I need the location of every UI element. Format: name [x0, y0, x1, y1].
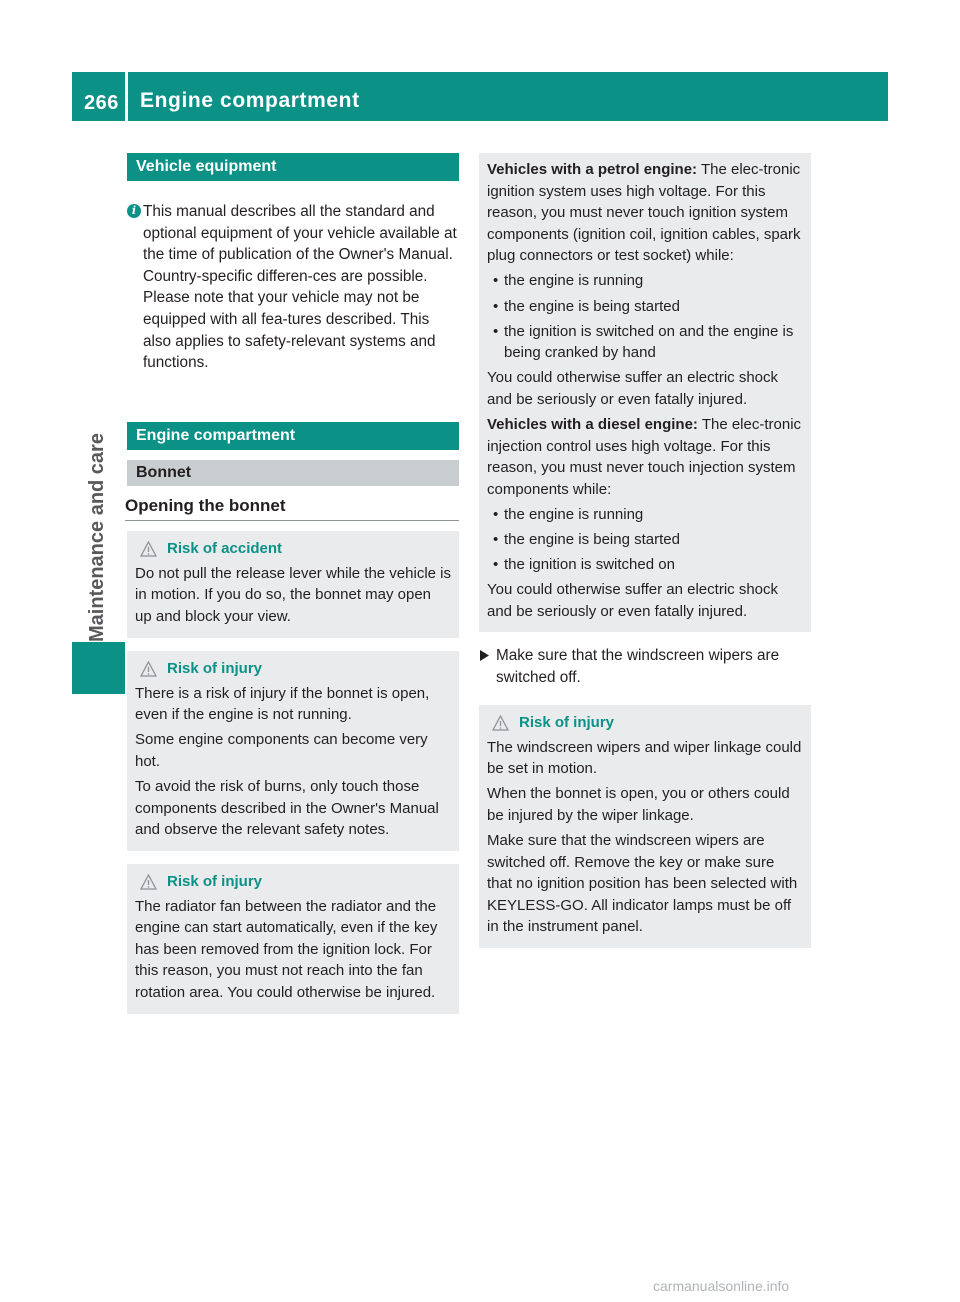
info-icon: i [127, 204, 141, 218]
chapter-label: Maintenance and care [86, 433, 108, 642]
info-text: This manual describes all the standard and optional equipment of your vehicle available at the time of publication of the Owner's Manual. Country-specific differen-ces are possible. Please note that your vehicle may not be equipped with all fea-tures described. This also applies to safety-relevant systems and functions. [143, 203, 457, 372]
warning-box [479, 705, 811, 948]
subsection-bonnet: Bonnet [127, 460, 459, 486]
warning-title: Risk of injury [135, 659, 451, 679]
warning-text: The windscreen wipers and wiper linkage could be set in motion. [487, 738, 802, 778]
warning-triangle-icon [492, 715, 509, 731]
heading-opening-bonnet: Opening the bonnet [125, 496, 459, 521]
warning-box [127, 651, 459, 851]
list-item: • the engine is running [487, 504, 803, 526]
section-engine-compartment: Engine compartment [127, 422, 459, 450]
warning-text: To avoid the risk of burns, only touch those components described in the Owner's Manual and observe the relevant safety notes. [135, 777, 439, 839]
warning-text: Some engine components can become very hot. [135, 731, 428, 770]
warning-box [127, 531, 459, 638]
warning-triangle-icon [140, 661, 157, 677]
warning-text: Make sure that the windscreen wipers are switched off. Remove the key or make sure that no ignition position has been selected with KEYLESS-GO. All indicator lamps must be off in the instrument panel. [487, 831, 798, 936]
warning-text: The radiator fan between the radiator and the engine can start automatically, even if the key has been removed from the ignition lock. For this reason, you must not reach into the fan rotation area. You could otherwise be injured. [135, 897, 438, 1002]
warning-box-continued [479, 153, 811, 632]
diesel-consequence: You could otherwise suffer an electric shock and be seriously or even fatally injured. [487, 581, 778, 620]
warning-title: Risk of injury [487, 713, 803, 733]
step-arrow-icon [480, 650, 489, 661]
warning-text: When the bonnet is open, you or others could be injured by the wiper linkage. [487, 785, 790, 824]
warning-title: Risk of accident [135, 539, 451, 559]
list-item: • the engine is being started [487, 529, 803, 551]
warning-text: There is a risk of injury if the bonnet is open, even if the engine is not running. [135, 684, 430, 724]
petrol-consequence: You could otherwise suffer an electric shock and be seriously or even fatally injured. [487, 369, 778, 408]
chapter-tab [72, 642, 125, 694]
page-number: 266 [84, 92, 119, 114]
info-note [127, 201, 459, 374]
warning-box [127, 864, 459, 1014]
list-item: • the ignition is switched on and the engine is being cranked by hand [487, 321, 803, 364]
left-column [127, 153, 459, 1014]
warning-title: Risk of injury [135, 872, 451, 892]
warning-triangle-icon [140, 541, 157, 557]
instruction-step: Make sure that the windscreen wipers are switched off. [479, 645, 811, 688]
footer-watermark: carmanualsonline.info [653, 1278, 790, 1294]
list-item: • the engine is running [487, 270, 803, 292]
page-title: Engine compartment [140, 89, 360, 112]
section-vehicle-equipment: Vehicle equipment [127, 153, 459, 181]
petrol-paragraph: Vehicles with a petrol engine: The elec-tronic ignition system uses high voltage. For this reason, you must never touch ignition system components (ignition coil, ignition cables, spark plug connectors or test socket) while: [487, 161, 801, 265]
warning-text: Do not pull the release lever while the vehicle is in motion. If you do so, the bonnet may open up and block your view. [135, 564, 452, 625]
header-divider [125, 72, 128, 121]
list-item: • the ignition is switched on [487, 554, 803, 576]
list-item: • the engine is being started [487, 296, 803, 318]
diesel-paragraph: Vehicles with a diesel engine: The elec-tronic injection control uses high voltage. For this reason, you must never touch injection system components while: [487, 416, 802, 498]
warning-triangle-icon [140, 874, 157, 890]
right-column [479, 153, 811, 948]
